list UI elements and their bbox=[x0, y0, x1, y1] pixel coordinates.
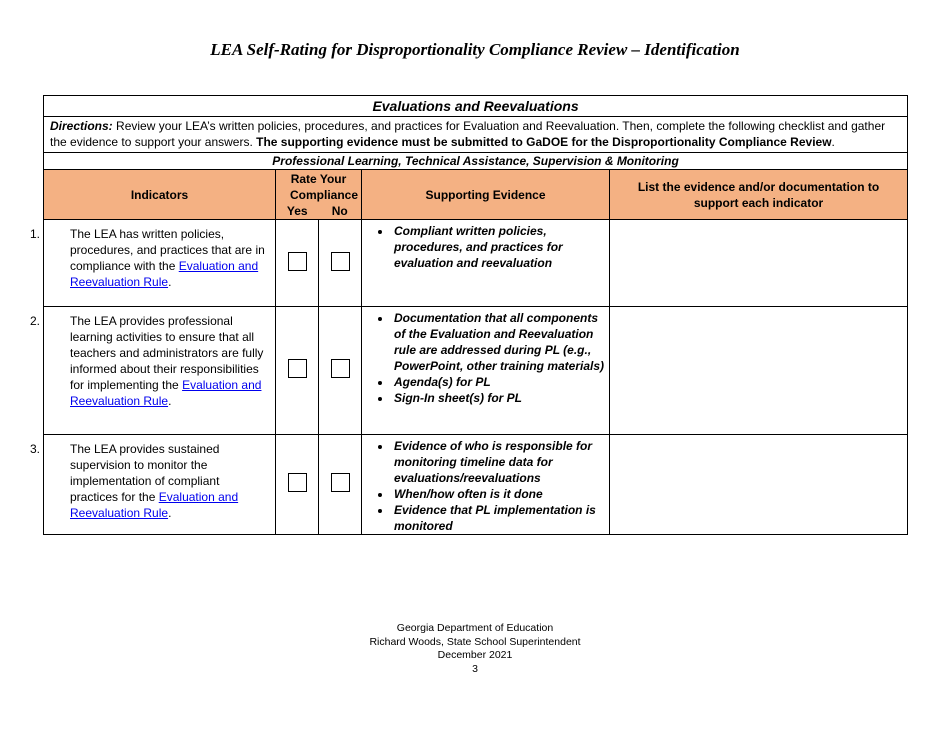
header-rate-label: Rate Your Compliance bbox=[290, 172, 359, 202]
evidence-item: • When/how often is it done bbox=[392, 486, 605, 502]
evidence-item: • Sign-In sheet(s) for PL bbox=[392, 390, 605, 406]
footer-organization: Georgia Department of Education bbox=[396, 622, 554, 634]
no-checkbox[interactable] bbox=[331, 473, 350, 492]
evaluation-rule-link[interactable]: Evaluation and Reevaluation Rule bbox=[70, 378, 262, 408]
evidence-cell bbox=[362, 307, 610, 435]
directions: Directions: Review your LEA’s written policies, procedures, and practices for Evaluation and Reevaluation. Then, complete the following checklist and gather the evidence to support your answers. The supporting evidence must be submitted to GaDOE for the Disproportionality Compliance Review. bbox=[44, 117, 908, 153]
no-checkbox[interactable] bbox=[331, 359, 350, 378]
document-title: LEA Self-Rating for Disproportionality Compliance Review – Identification bbox=[210, 40, 740, 59]
evidence-item: • Documentation that all components of the Evaluation and Reevaluation rule are addressed during PL (e.g., PowerPoint, other training materials) bbox=[392, 310, 605, 374]
footer-superintendent: Richard Woods, State School Superintendent bbox=[369, 635, 581, 648]
no-checkbox[interactable] bbox=[331, 252, 350, 271]
table-row bbox=[44, 307, 908, 435]
indicator-number: 1. bbox=[30, 227, 41, 241]
indicator-cell: 1. The LEA has written policies, procedures, and practices that are in compliance with the Evaluation and Reevaluation Rule. bbox=[44, 220, 276, 307]
table-row bbox=[44, 435, 908, 535]
header-indicators: Indicators bbox=[44, 170, 276, 220]
evidence-cell bbox=[362, 220, 610, 307]
yes-checkbox[interactable] bbox=[288, 359, 307, 378]
table-row bbox=[44, 220, 908, 307]
yes-checkbox[interactable] bbox=[288, 473, 307, 492]
indicator-number: 2. bbox=[30, 314, 41, 328]
page-footer bbox=[0, 622, 950, 676]
header-no: No bbox=[331, 204, 348, 218]
evidence-item: • Evidence of who is responsible for monitoring timeline data for evaluations/reevaluations bbox=[392, 438, 605, 486]
header-yes: Yes bbox=[286, 204, 308, 218]
header-list-evidence: List the evidence and/or documentation to support each indicator bbox=[610, 170, 908, 220]
section-title: Evaluations and Reevaluations bbox=[44, 96, 908, 117]
evidence-entry-cell[interactable] bbox=[610, 220, 908, 307]
evaluation-rule-link[interactable]: Evaluation and Reevaluation Rule bbox=[70, 259, 259, 289]
page-number: 3 bbox=[472, 662, 478, 675]
directions-bold-text: The supporting evidence must be submitted to GaDOE for the Disproportionality Compliance Review bbox=[256, 135, 832, 149]
compliance-table bbox=[30, 95, 908, 535]
footer-date: December 2021 bbox=[437, 649, 513, 661]
subsection-title: Professional Learning, Technical Assistance, Supervision & Monitoring bbox=[44, 153, 908, 170]
directions-label: Directions: bbox=[50, 119, 113, 133]
header-supporting-evidence: Supporting Evidence bbox=[362, 170, 610, 220]
header-rate-compliance bbox=[276, 170, 362, 220]
indicator-cell: 2. The LEA provides professional learning activities to ensure that all teachers and administrators are fully informed about their responsibilities for implementing the Evaluation and Reevaluation Rule. bbox=[44, 307, 276, 435]
directions-text: Review your LEA’s written policies, procedures, and practices for Evaluation and Reevaluation. Then, complete the following checklist and gather the evidence to support your answers. bbox=[50, 119, 886, 149]
evidence-item: • Compliant written policies, procedures, and practices for evaluation and reevaluation bbox=[392, 223, 605, 271]
evidence-item: • Agenda(s) for PL bbox=[392, 374, 605, 390]
evidence-cell bbox=[362, 435, 610, 535]
yes-checkbox[interactable] bbox=[288, 252, 307, 271]
evaluation-rule-link[interactable]: Evaluation and Reevaluation Rule bbox=[70, 490, 239, 520]
evidence-item: • Evidence that PL implementation is monitored bbox=[392, 502, 605, 534]
indicator-number: 3. bbox=[30, 442, 41, 456]
evidence-entry-cell[interactable] bbox=[610, 435, 908, 535]
indicator-cell: 3. The LEA provides sustained supervision to monitor the implementation of compliant practices for the Evaluation and Reevaluation Rule. bbox=[44, 435, 276, 535]
evidence-entry-cell[interactable] bbox=[610, 307, 908, 435]
